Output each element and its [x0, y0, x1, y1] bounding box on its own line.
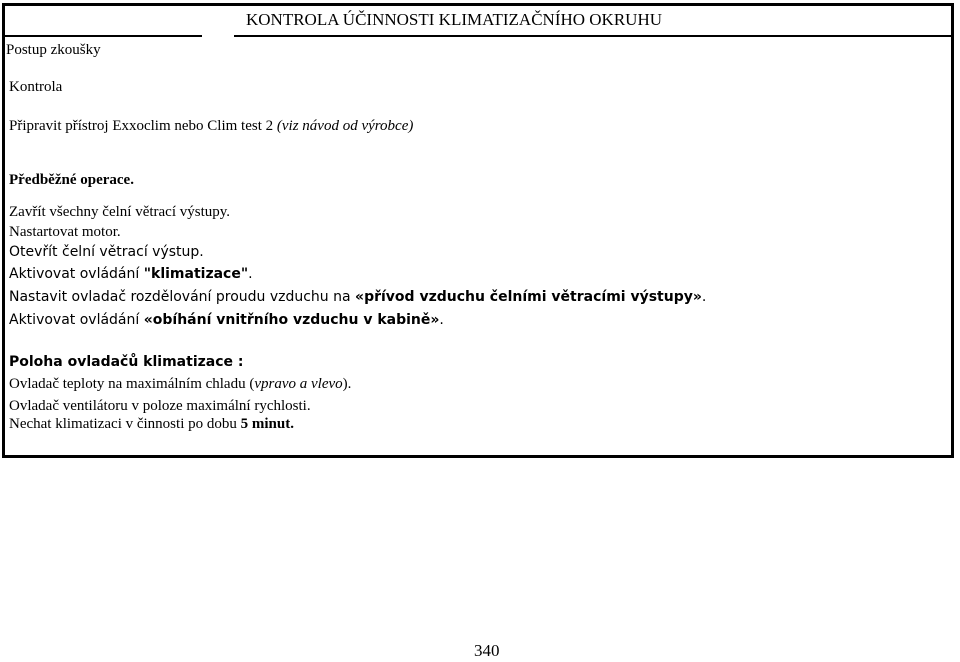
- recirculation-step: [9, 310, 444, 330]
- temperature-suffix: ).: [342, 376, 352, 392]
- section-label: Kontrola: [9, 79, 63, 95]
- recirc-prefix: Aktivovat ovládání: [9, 312, 144, 328]
- preliminary-heading: [9, 170, 134, 190]
- activate-ac-bold: "klimatizace": [143, 266, 249, 282]
- run-step: [9, 414, 294, 434]
- procedure-label-text: Postup zkoušky: [6, 42, 101, 58]
- open-vent-step: Otevřít čelní větrací výstup.: [9, 244, 204, 260]
- close-vents-step: Zavřít všechny čelní větrací výstupy.: [9, 204, 231, 220]
- header-rule-left: [2, 35, 202, 37]
- activate-ac-step: [9, 264, 253, 284]
- distribution-suffix: .: [701, 289, 707, 305]
- preliminary-heading-text: Předběžné operace.: [9, 172, 134, 188]
- header-rule-right: [234, 35, 952, 37]
- distribution-prefix: Nastavit ovladač rozdělování proudu vzduchu na: [9, 289, 356, 305]
- controls-heading-text: Poloha ovladačů klimatizace :: [9, 354, 244, 370]
- fan-step: Ovladač ventilátoru v poloze maximální rychlosti.: [9, 398, 311, 414]
- procedure-label: [6, 40, 101, 60]
- distribution-step: [9, 287, 706, 307]
- activate-ac-prefix: Aktivovat ovládání: [9, 266, 144, 282]
- run-bold: 5 minut.: [240, 416, 294, 432]
- prepare-note: (viz návod od výrobce): [276, 118, 414, 134]
- distribution-bold: «přívod vzduchu čelními větracími výstupy»: [355, 289, 702, 305]
- prepare-text: Připravit přístroj Exxoclim nebo Clim test 2: [9, 118, 274, 134]
- prepare-step: [9, 116, 413, 136]
- temperature-step: [9, 374, 351, 394]
- page-title: KONTROLA ÚČINNOSTI KLIMATIZAČNÍHO OKRUHU: [246, 10, 663, 29]
- page-number: 340: [474, 641, 500, 660]
- temperature-prefix: Ovladač teploty na maximálním chladu (: [9, 376, 255, 392]
- recirc-suffix: .: [439, 312, 444, 328]
- recirc-bold: «obíhání vnitřního vzduchu v kabině»: [143, 312, 440, 328]
- run-prefix: Nechat klimatizaci v činnosti po dobu: [9, 416, 241, 432]
- start-engine-step: Nastartovat motor.: [9, 224, 121, 240]
- temperature-italic: vpravo a vlevo: [254, 376, 343, 392]
- activate-ac-suffix: .: [248, 266, 253, 282]
- controls-heading: [9, 352, 243, 372]
